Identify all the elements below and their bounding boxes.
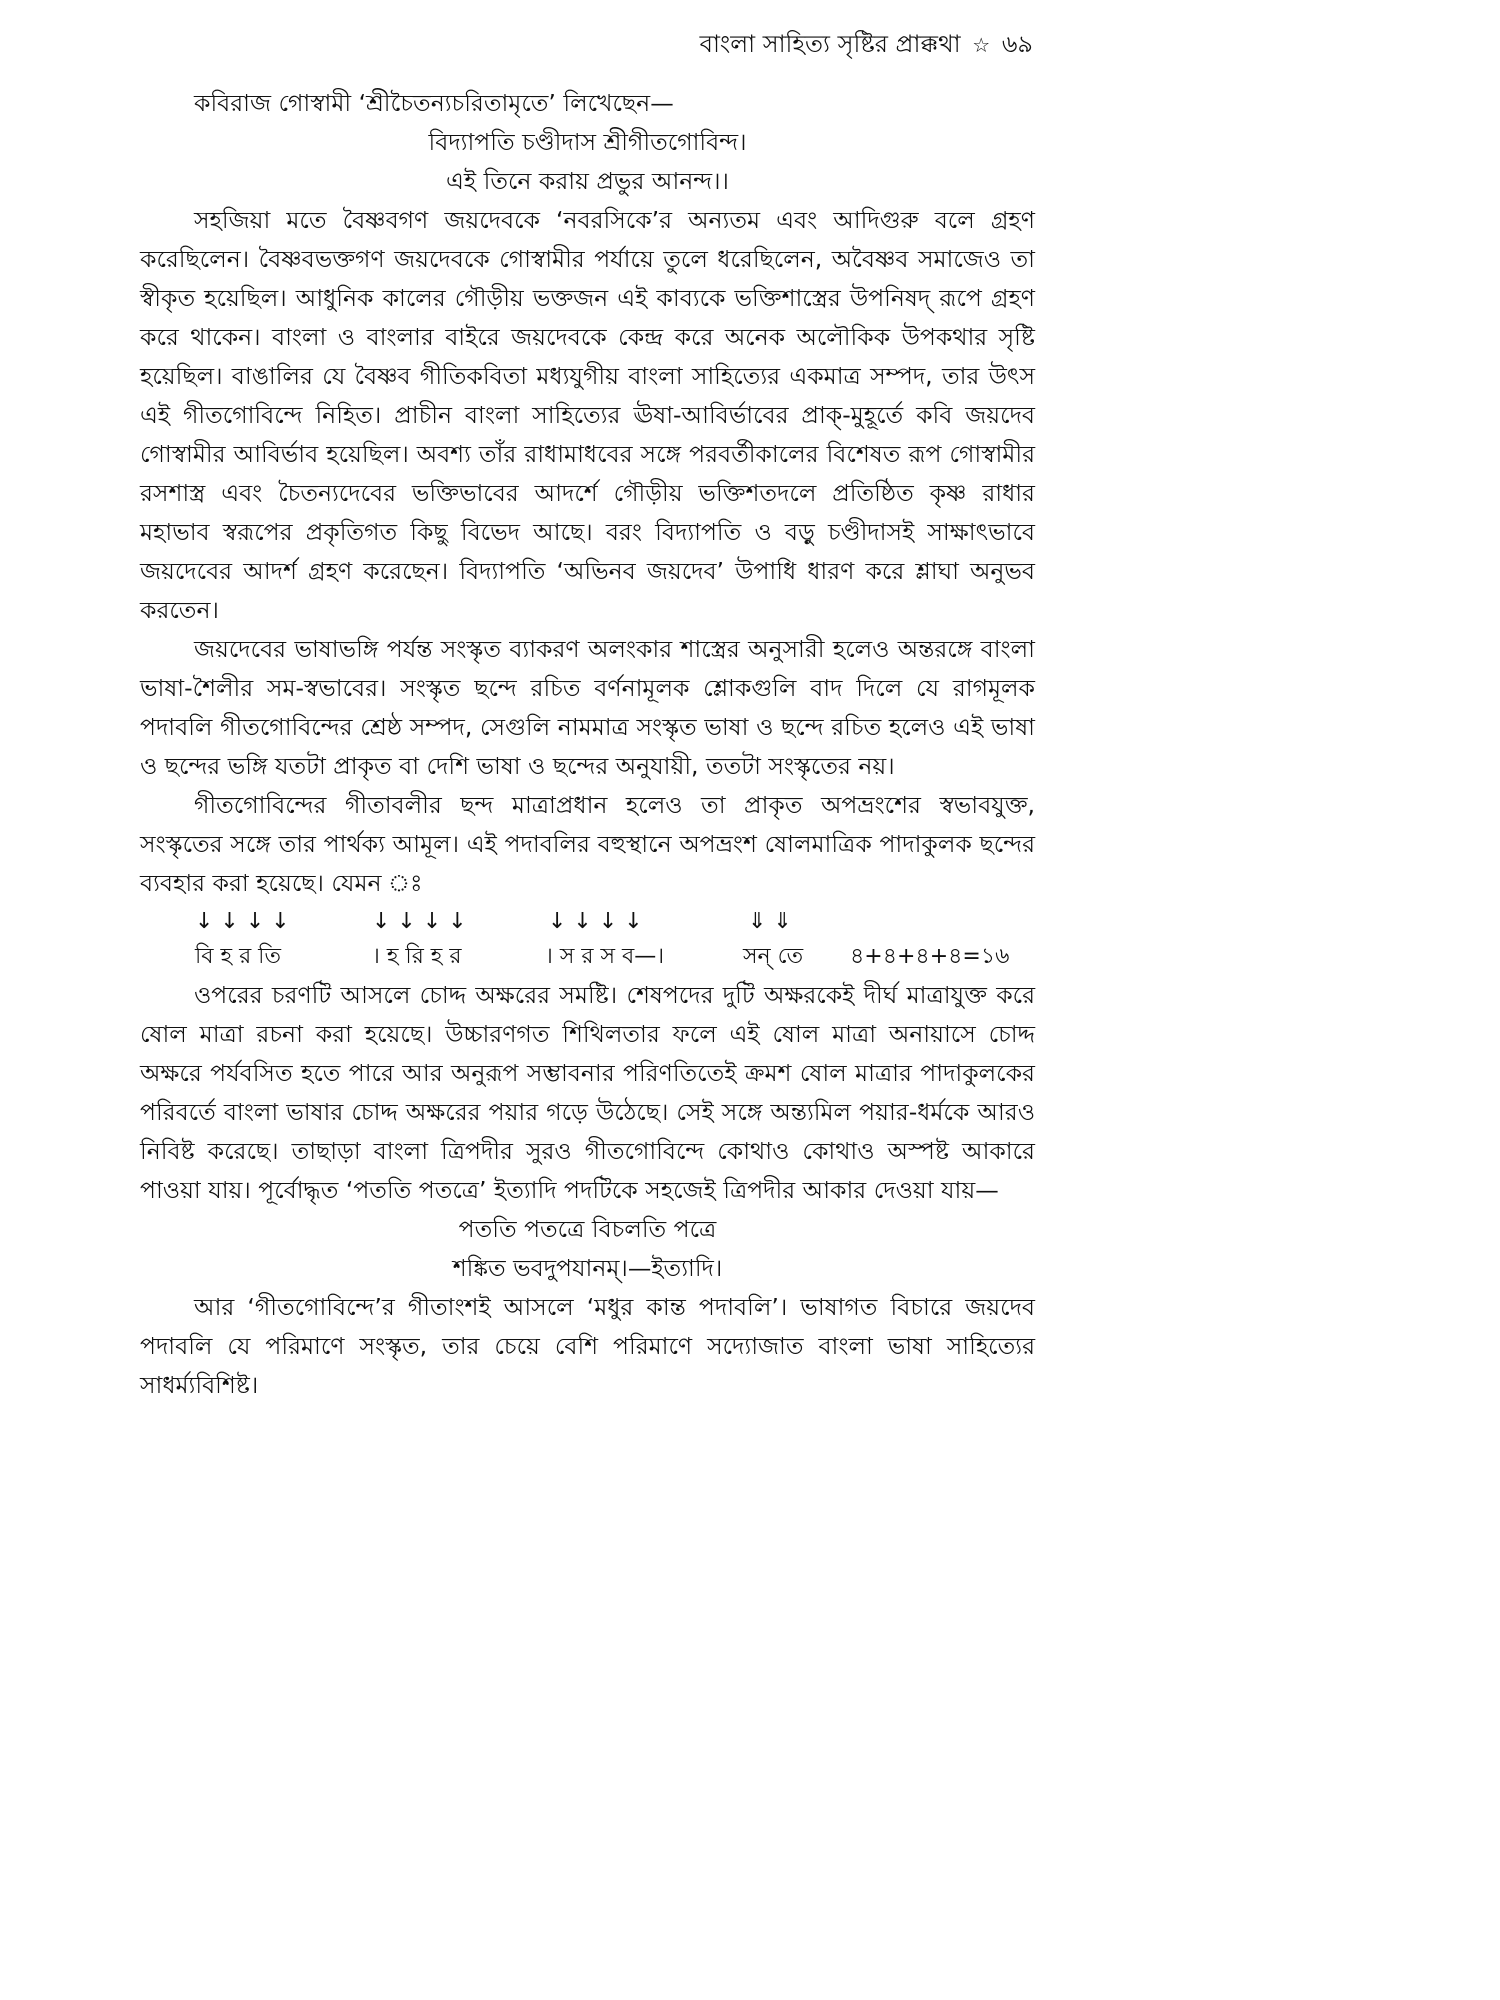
scansion-segment: । স র স ব—।: [545, 944, 665, 969]
star-icon: ☆: [972, 33, 991, 57]
scansion-segment: বি হ র তি: [195, 944, 281, 969]
paragraph: ওপরের চরণটি আসলে চোদ্দ অক্ষরের সমষ্টি। শেষপদের দুটি অক্ষরকেই দীর্ঘ মাত্রাযুক্ত করে ষোল মাত্রা রচনা করা হয়েছে। উচ্চারণগত শিথিলতার ফলে এই ষোল মাত্রা অনায়াসে চোদ্দ অক্ষরে পর্যবসিত হতে পারে আর অনুরূপ সম্ভাবনার পরিণতিতেই ক্রমশ ষোল মাত্রার পাদাকুলকের পরিবর্তে বাংলা ভাষার চোদ্দ অক্ষরের পয়ার গড়ে উঠেছে। সেই সঙ্গে অন্ত্যমিল পয়ার-ধর্মকে আরও নিবিষ্ট করেছে। তাছাড়া বাংলা ত্রিপদীর সুরও গীতগোবিন্দে কোথাও কোথাও অস্পষ্ট আকারে পাওয়া যায়। পূর্বোদ্ধৃত ‘পততি পতত্রে’ ইত্যাদি পদটিকে সহজেই ত্রিপদীর আকার দেওয়া যায়—: [140, 981, 1035, 1204]
intro-paragraph: কবিরাজ গোস্বামী ‘শ্রীচৈতন্যচরিতামৃতে’ লিখেছেন—: [194, 89, 674, 117]
scansion-count: ৪+৪+৪+৪=১৬: [850, 944, 1010, 969]
scansion-arrows: [140, 905, 1035, 938]
down-arrows-icon: ↓ ↓ ↓ ↓: [195, 909, 290, 934]
scansion-segment: । হ রি হ র: [372, 944, 462, 969]
down-arrows-icon: ↓ ↓ ↓ ↓: [548, 909, 643, 934]
paragraph: আর ‘গীতগোবিন্দে’র গীতাংশই আসলে ‘মধুর কান্ত পদাবলি’। ভাষাগত বিচারে জয়দেব পদাবলি যে পরিমাণে সংস্কৃত, তার চেয়ে বেশি পরিমাণে সদ্যোজাত বাংলা ভাষা সাহিত্যের সাধর্ম্যবিশিষ্ট।: [140, 1293, 1035, 1399]
page-number: ৬৯: [1001, 30, 1033, 58]
paragraph: জয়দেবের ভাষাভঙ্গি পর্যন্ত সংস্কৃত ব্যাকরণ অলংকার শাস্ত্রের অনুসারী হলেও অন্তরঙ্গে বাংলা ভাষা-শৈলীর সম-স্বভাবের। সংস্কৃত ছন্দে রচিত বর্ণনামূলক শ্লোকগুলি বাদ দিলে যে রাগমূলক পদাবলি গীতগোবিন্দের শ্রেষ্ঠ সম্পদ, সেগুলি নামমাত্র সংস্কৃত ভাষা ও ছন্দে রচিত হলেও এই ভাষা ও ছন্দের ভঙ্গি যতটা প্রাকৃত বা দেশি ভাষা ও ছন্দের অনুযায়ী, ততটা সংস্কৃতের নয়।: [140, 635, 1035, 780]
scansion-line: [140, 938, 1035, 976]
verse-line: শঙ্কিত ভবদুপযানম্।—ইত্যাদি।: [452, 1254, 723, 1282]
paragraph: সহজিয়া মতে বৈষ্ণবগণ জয়দেবকে ‘নবরসিকে’র অন্যতম এবং আদিগুরু বলে গ্রহণ করেছিলেন। বৈষ্ণবভক্তগণ জয়দেবকে গোস্বামীর পর্যায়ে তুলে ধরেছিলেন, অবৈষ্ণব সমাজেও তা স্বীকৃত হয়েছিল। আধুনিক কালের গৌড়ীয় ভক্তজন এই কাব্যকে ভক্তিশাস্ত্রের উপনিষদ্ রূপে গ্রহণ করে থাকেন। বাংলা ও বাংলার বাইরে জয়দেবকে কেন্দ্র করে অনেক অলৌকিক উপকথার সৃষ্টি হয়েছিল। বাঙালির যে বৈষ্ণব গীতিকবিতা মধ্যযুগীয় বাংলা সাহিত্যের একমাত্র সম্পদ, তার উৎস এই গীতগোবিন্দে নিহিত। প্রাচীন বাংলা সাহিত্যের ঊষা-আবির্ভাবের প্রাক্-মুহূর্তে কবি জয়দেব গোস্বামীর আবির্ভাব হয়েছিল। অবশ্য তাঁর রাধামাধবের সঙ্গে পরবর্তীকালের বিশেষত রূপ গোস্বামীর রসশাস্ত্র এবং চৈতন্যদেবের ভক্তিভাবের আদর্শে গৌড়ীয় ভক্তিশতদলে প্রতিষ্ঠিত কৃষ্ণ রাধার মহাভাব স্বরূপের প্রকৃতিগত কিছু বিভেদ আছে। বরং বিদ্যাপতি ও বড়ু চণ্ডীদাসই সাক্ষাৎভাবে জয়দেবের আদর্শ গ্রহণ করেছেন। বিদ্যাপতি ‘অভিনব জয়দেব’ উপাধি ধারণ করে শ্লাঘা অনুভব করতেন।: [140, 206, 1035, 624]
double-down-arrows-icon: ⇓ ⇓: [748, 909, 792, 934]
verse-line: এই তিনে করায় প্রভুর আনন্দ।।: [446, 167, 729, 195]
running-header: [700, 26, 1033, 66]
verse-line: পততি পতত্রে বিচলতি পত্রে: [458, 1215, 717, 1243]
scansion-segment: সন্ তে: [743, 944, 804, 969]
paragraph: গীতগোবিন্দের গীতাবলীর ছন্দ মাত্রাপ্রধান হলেও তা প্রাকৃত অপভ্রংশের স্বভাবযুক্ত, সংস্কৃতের সঙ্গে তার পার্থক্য আমূল। এই পদাবলির বহুস্থানে অপভ্রংশ ষোলমাত্রিক পাদাকুলক ছন্দের ব্যবহার করা হয়েছে। যেমন ঃ: [140, 791, 1035, 897]
body-text: [140, 84, 1035, 1405]
running-header-title: বাংলা সাহিত্য সৃষ্টির প্রাক্কথা: [699, 30, 961, 58]
down-arrows-icon: ↓ ↓ ↓ ↓: [372, 909, 467, 934]
verse-line: বিদ্যাপতি চণ্ডীদাস শ্রীগীতগোবিন্দ।: [428, 128, 747, 156]
